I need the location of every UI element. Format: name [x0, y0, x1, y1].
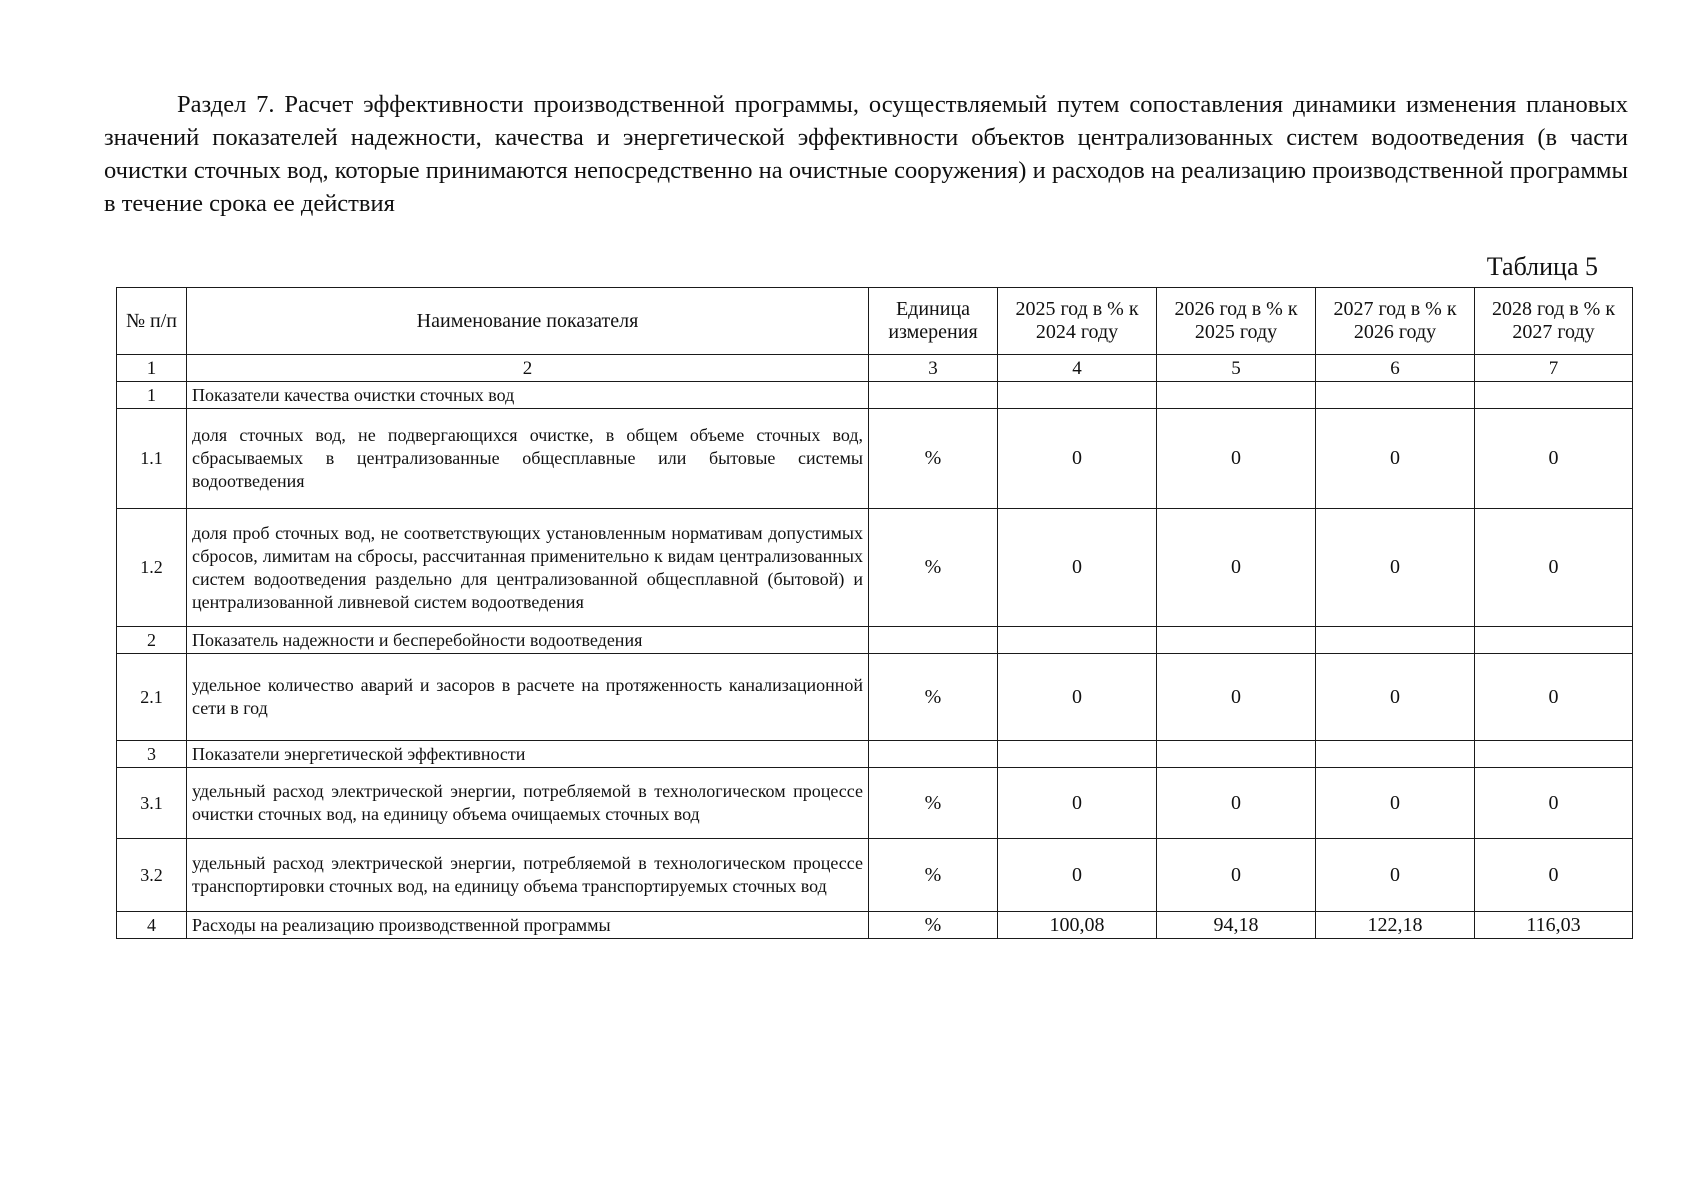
unit-cell	[869, 741, 998, 768]
value-2028	[1475, 382, 1633, 409]
unit-cell: %	[869, 409, 998, 509]
row-number: 3	[117, 741, 187, 768]
unit-cell: %	[869, 654, 998, 741]
value-2025	[998, 627, 1157, 654]
value-2027: 0	[1316, 839, 1475, 912]
value-2025	[998, 741, 1157, 768]
row-number: 2	[117, 627, 187, 654]
header-2025: 2025 год в % к 2024 году	[998, 288, 1157, 355]
value-2027: 0	[1316, 409, 1475, 509]
value-2026: 0	[1157, 509, 1316, 627]
value-2027: 0	[1316, 768, 1475, 839]
value-2028: 0	[1475, 654, 1633, 741]
table-row	[117, 382, 1633, 409]
value-2028	[1475, 741, 1633, 768]
value-2026: 0	[1157, 839, 1316, 912]
row-number: 2.1	[117, 654, 187, 741]
value-2026: 0	[1157, 768, 1316, 839]
column-number: 1	[117, 355, 187, 382]
table-caption: Таблица 5	[1486, 252, 1598, 281]
unit-cell: %	[869, 768, 998, 839]
value-2027	[1316, 741, 1475, 768]
column-number: 3	[869, 355, 998, 382]
column-number: 2	[187, 355, 869, 382]
header-no: № п/п	[117, 288, 187, 355]
row-number: 1.2	[117, 509, 187, 627]
value-2027	[1316, 382, 1475, 409]
value-2026: 94,18	[1157, 912, 1316, 939]
value-2025: 0	[998, 839, 1157, 912]
value-2026: 0	[1157, 654, 1316, 741]
unit-cell	[869, 627, 998, 654]
value-2025: 100,08	[998, 912, 1157, 939]
value-2028: 0	[1475, 409, 1633, 509]
value-2025: 0	[998, 409, 1157, 509]
column-number-row	[117, 355, 1633, 382]
row-number: 1	[117, 382, 187, 409]
table-row	[117, 654, 1633, 741]
unit-cell: %	[869, 912, 998, 939]
table-row	[117, 409, 1633, 509]
value-2028	[1475, 627, 1633, 654]
value-2026	[1157, 627, 1316, 654]
table-row	[117, 509, 1633, 627]
value-2028: 0	[1475, 509, 1633, 627]
value-2026: 0	[1157, 409, 1316, 509]
value-2027: 0	[1316, 654, 1475, 741]
indicator-name: Показатель надежности и бесперебойности водоотведения	[187, 627, 869, 654]
value-2025: 0	[998, 768, 1157, 839]
value-2026	[1157, 382, 1316, 409]
unit-cell	[869, 382, 998, 409]
column-number: 5	[1157, 355, 1316, 382]
value-2027	[1316, 627, 1475, 654]
row-number: 3.1	[117, 768, 187, 839]
header-2026: 2026 год в % к 2025 году	[1157, 288, 1316, 355]
value-2027: 122,18	[1316, 912, 1475, 939]
column-number: 6	[1316, 355, 1475, 382]
header-unit: Единица измерения	[869, 288, 998, 355]
table-header-row	[117, 288, 1633, 355]
row-number: 3.2	[117, 839, 187, 912]
value-2028: 0	[1475, 839, 1633, 912]
indicator-name: Показатели энергетической эффективности	[187, 741, 869, 768]
value-2026	[1157, 741, 1316, 768]
value-2028: 0	[1475, 768, 1633, 839]
indicator-name: удельный расход электрической энергии, потребляемой в технологическом процессе очистки сточных вод, на единицу объема очищаемых сточных вод	[187, 768, 869, 839]
section-heading: Раздел 7. Расчет эффективности производственной программы, осуществляемый путем сопоставления динамики изменения плановых значений показателей надежности, качества и энергетической эффективности объектов централизованных систем водоотведения (в части очистки сточных вод, которые принимаются непосредственно на очистные сооружения) и расходов на реализацию производственной программы в течение срока ее действия	[104, 91, 1628, 217]
column-number: 7	[1475, 355, 1633, 382]
indicator-name: Расходы на реализацию производственной программы	[187, 912, 869, 939]
indicator-name: удельный расход электрической энергии, потребляемой в технологическом процессе транспортировки сточных вод, на единицу объема транспортируемых сточных вод	[187, 839, 869, 912]
unit-cell: %	[869, 509, 998, 627]
indicator-name: доля сточных вод, не подвергающихся очистке, в общем объеме сточных вод, сбрасываемых в централизованные общесплавные или бытовые системы водоотведения	[187, 409, 869, 509]
table-row	[117, 912, 1633, 939]
header-name: Наименование показателя	[187, 288, 869, 355]
indicator-name: удельное количество аварий и засоров в расчете на протяженность канализационной сети в год	[187, 654, 869, 741]
efficiency-table	[116, 287, 1633, 939]
value-2025: 0	[998, 509, 1157, 627]
value-2028: 116,03	[1475, 912, 1633, 939]
header-2027: 2027 год в % к 2026 году	[1316, 288, 1475, 355]
value-2025: 0	[998, 654, 1157, 741]
table-row	[117, 768, 1633, 839]
table-row	[117, 839, 1633, 912]
value-2025	[998, 382, 1157, 409]
table-row	[117, 627, 1633, 654]
indicator-name: Показатели качества очистки сточных вод	[187, 382, 869, 409]
row-number: 4	[117, 912, 187, 939]
header-2028: 2028 год в % к 2027 году	[1475, 288, 1633, 355]
indicator-name: доля проб сточных вод, не соответствующих установленным нормативам допустимых сбросов, лимитам на сбросы, рассчитанная применительно к видам централизованных систем водоотведения раздельно для централизованной общесплавной (бытовой) и централизованной ливневой систем водоотведения	[187, 509, 869, 627]
value-2027: 0	[1316, 509, 1475, 627]
column-number: 4	[998, 355, 1157, 382]
unit-cell: %	[869, 839, 998, 912]
table-row	[117, 741, 1633, 768]
row-number: 1.1	[117, 409, 187, 509]
